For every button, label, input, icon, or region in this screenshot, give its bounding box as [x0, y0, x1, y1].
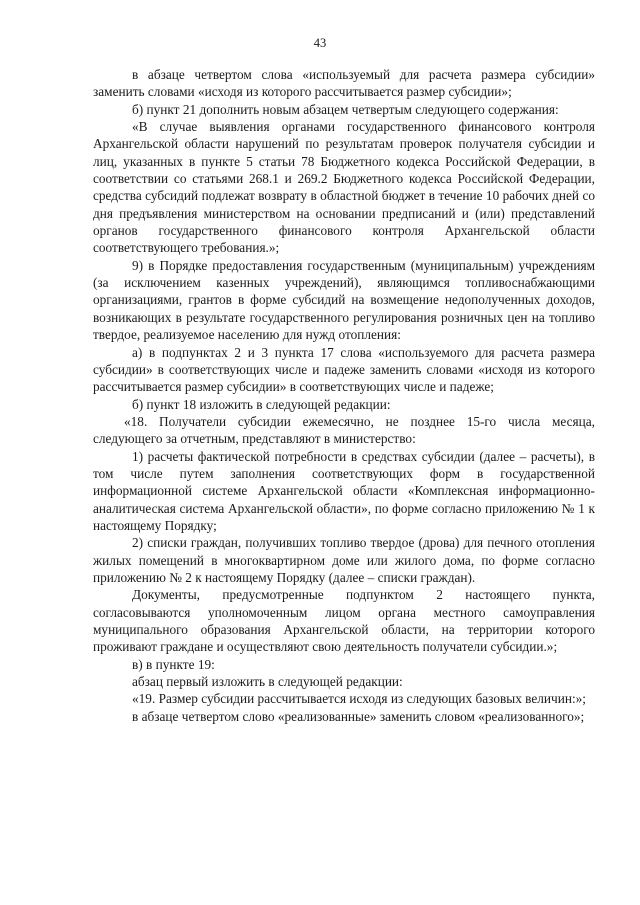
paragraph: Документы, предусмотренные подпунктом 2 настоящего пункта, согласовываются уполномоченным лицом органа местного самоуправления муниципального образования Архангельской области, на территории которого проживают граждане и осуществляют свою деятельность получатели субсидии.»; [93, 587, 595, 655]
paragraph: абзац первый изложить в следующей редакции: [132, 674, 403, 690]
paragraph: 2) списки граждан, получивших топливо твердое (дрова) для печного отопления жилых помещений в многоквартирном доме или жилого дома, по форме согласно приложению № 2 к настоящему Порядку (далее – списки граждан). [93, 535, 595, 585]
paragraph: 1) расчеты фактической потребности в средствах субсидии (далее – расчеты), в том числе путем заполнения соответствующих форм в государственной информационной системе Архангельской области «Комплексная информационно-аналитическая система Архангельской области», по форме согласно приложению № 1 к настоящему Порядку; [93, 448, 595, 533]
paragraph: в) в пункте 19: [132, 656, 215, 672]
paragraph: «18. Получатели субсидии ежемесячно, не позднее 15-го числа месяца, следующего за отчетным, представляют в министерство: [93, 413, 595, 447]
paragraph: в абзаце четвертом слова «используемый для расчета размера субсидии» заменить словами «исходя из которого рассчитывается размер субсидии»; [93, 67, 595, 100]
paragraph: в абзаце четвертом слово «реализованные» заменить словом «реализованного»; [132, 708, 585, 724]
paragraph: «В случае выявления органами государственного финансового контроля Архангельской области нарушений по результатам проверок получателя субсидии и лиц, указанных в пункте 5 статьи 78 Бюджетного кодекса Российской Федерации, в соответствии со статьями 268.1 и 269.2 Бюджетного кодекса Российской Федерации, средства субсидий подлежат возврату в областной бюджет в течение 10 рабочих дней со дня предъявления министерством на основании предписаний и (или) представлений органов государственного финансового контроля Архангельской области соответствующего требования.»; [93, 119, 595, 256]
paragraph: б) пункт 18 изложить в следующей редакции: [132, 396, 391, 412]
paragraph: «19. Размер субсидии рассчитывается исходя из следующих базовых величин:»; [132, 691, 586, 707]
page-number: 43 [313, 36, 327, 50]
paragraph: а) в подпунктах 2 и 3 пункта 17 слова «используемого для расчета размера субсидии» в соответствующих числе и падеже заменить словами «исходя из которого рассчитывается размер субсидии» в соответствующих числе и падеже; [93, 344, 595, 395]
paragraph: 9) в Порядке предоставления государственным (муниципальным) учреждениям (за исключением казенных учреждений), являющимся топливоснабжающими организациями, грантов в форме субсидий на возмещение недополученных доходов, возникающих в результате государственного регулирования розничных цен на топливо твердое, реализуемое населению для нужд отопления: [93, 257, 595, 343]
paragraph: б) пункт 21 дополнить новым абзацем четвертым следующего содержания: [132, 101, 559, 117]
document-text [93, 66, 595, 725]
